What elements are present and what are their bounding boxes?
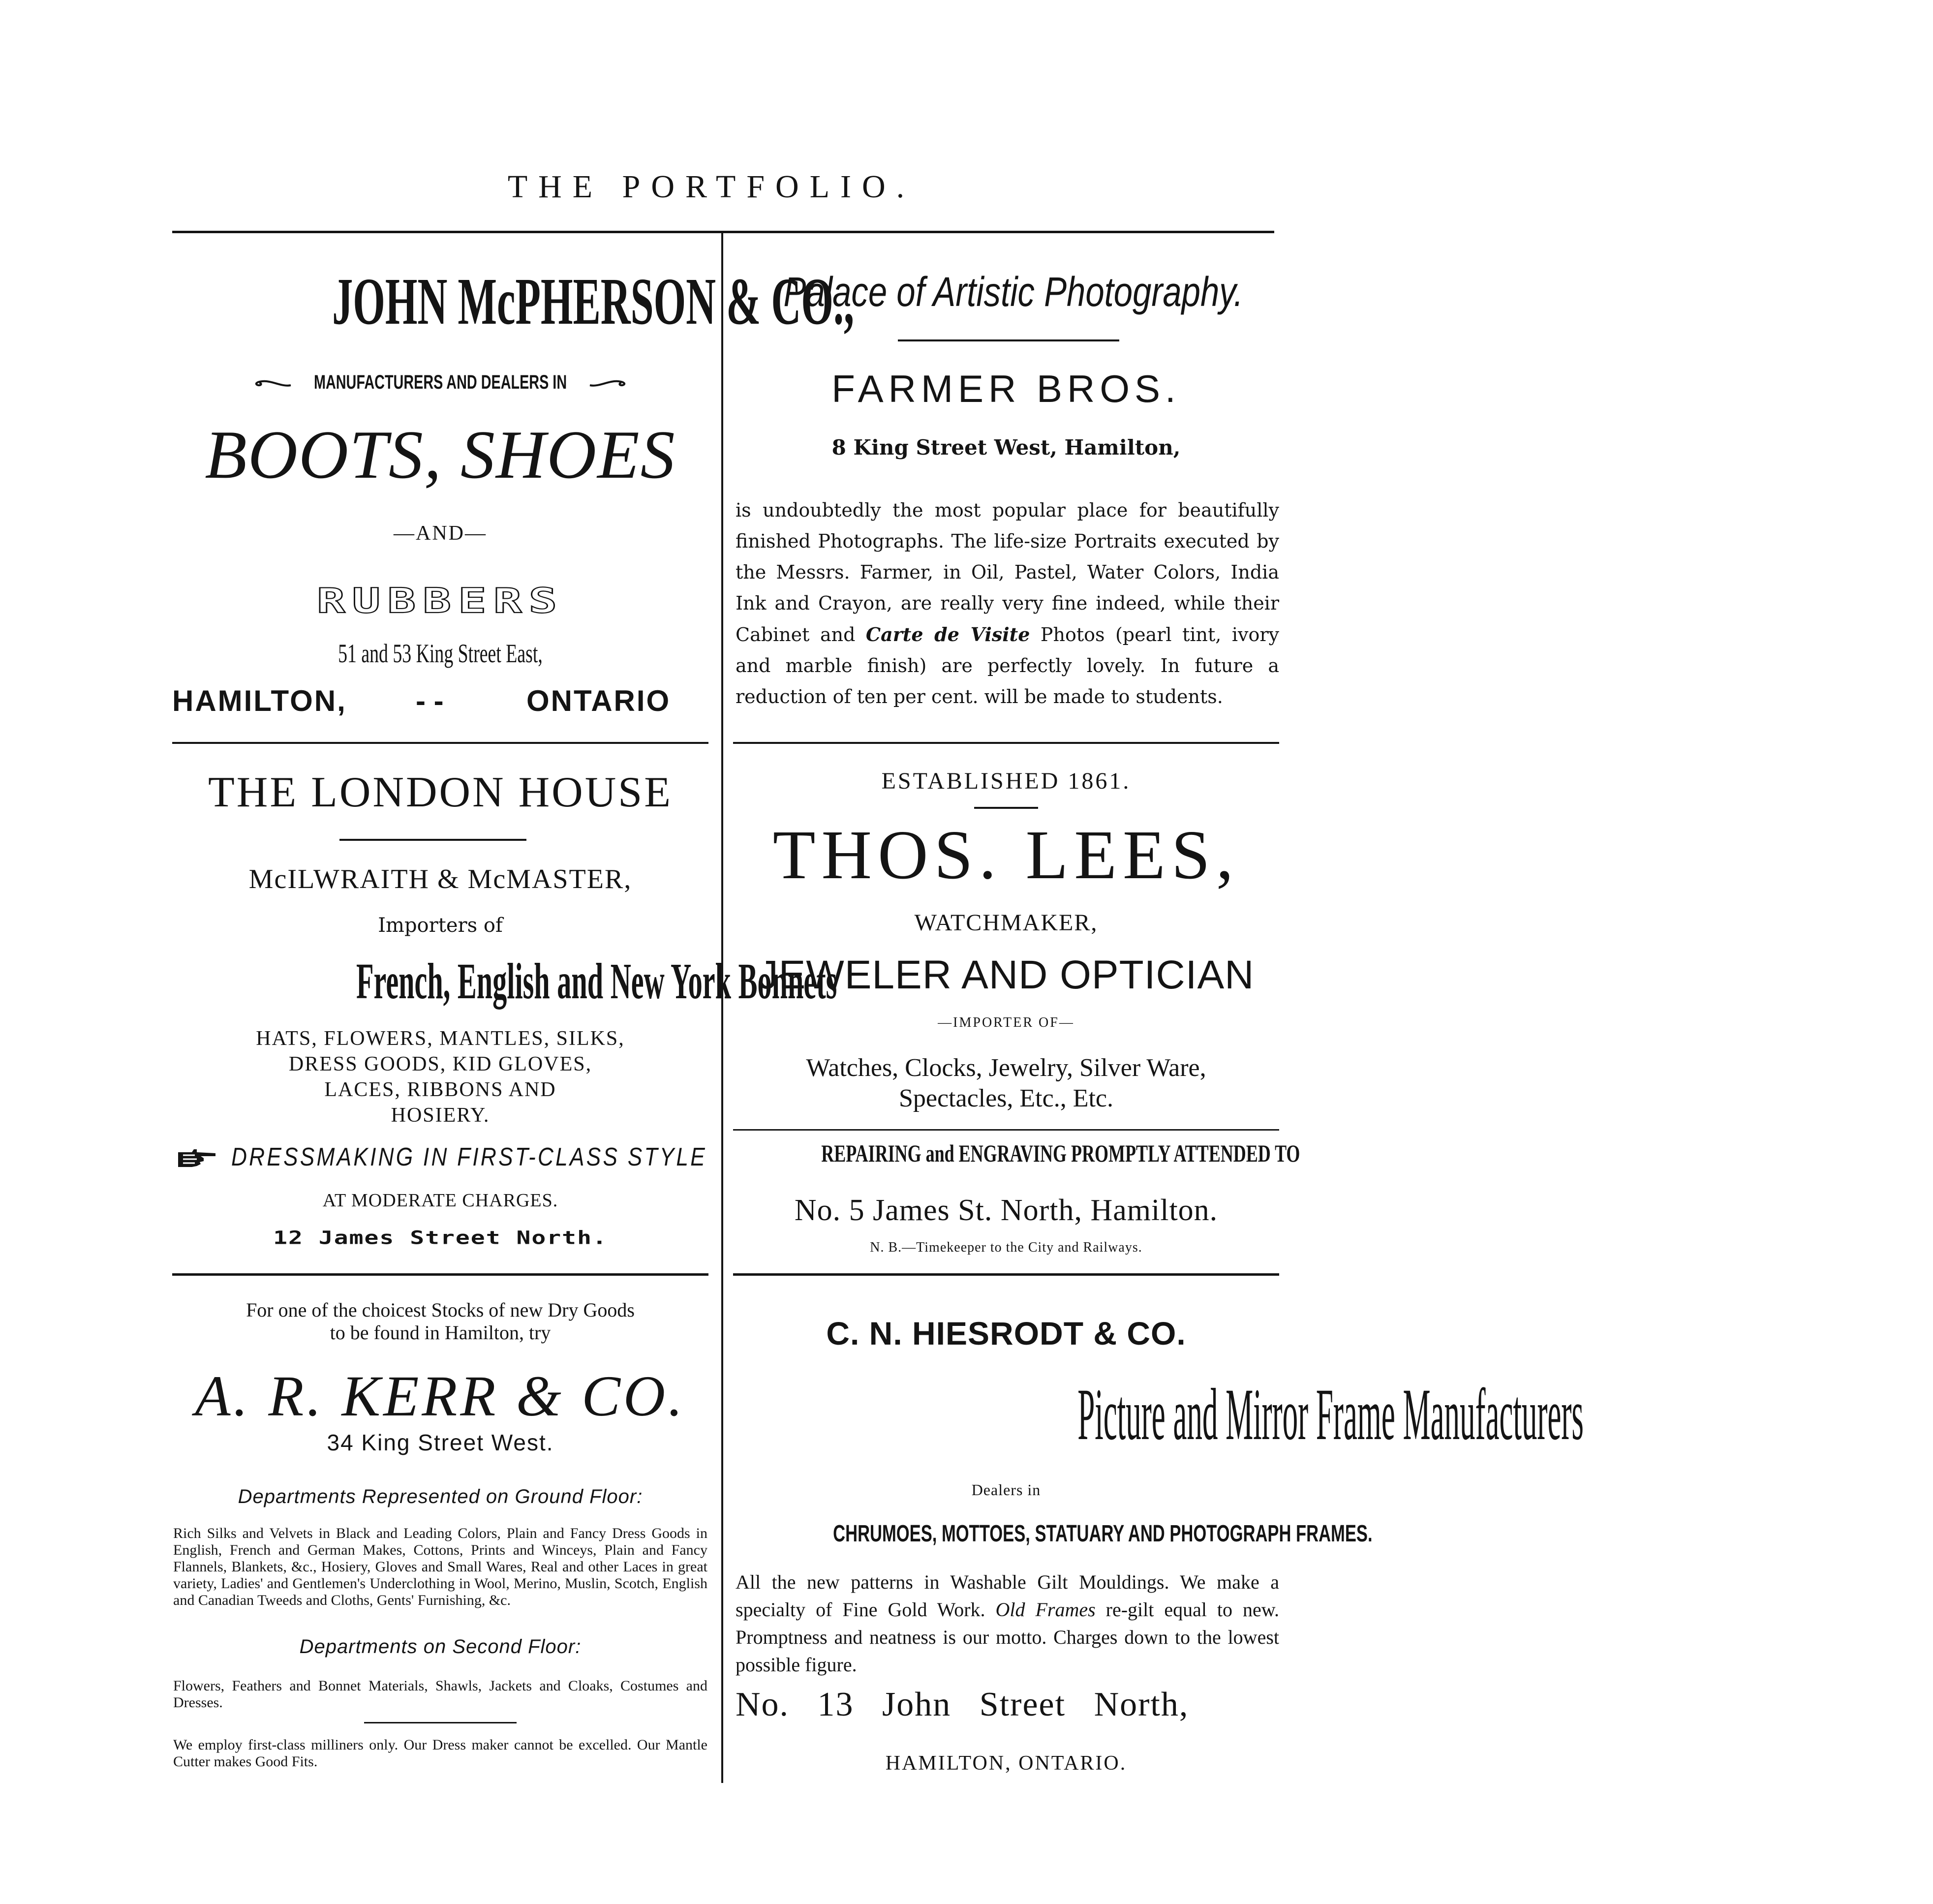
farmer-body: is undoubtedly the most popular place for beautifully finished Photographs. The life-size Portraits executed by the Messrs. Farmer, in Oil, Pastel, Water Colors, India Ink and Crayon, are really very fine indeed, while their Cabinet and Carte de Visite Photos (pearl tint, ivory and marble finish) are perfectly lovely. In future a reduction of ten per cent. will be made to students. xyxy=(736,499,1279,707)
lees-importer: —IMPORTER OF— xyxy=(938,1015,1074,1030)
lees-established: ESTABLISHED 1861. xyxy=(881,768,1131,794)
hiesrodt-address: No. 13 John Street North, xyxy=(736,1686,1189,1723)
lees-goods-1: Watches, Clocks, Jewelry, Silver Ware, xyxy=(806,1054,1206,1082)
mcpherson-product-2: RUBBERS xyxy=(316,581,564,621)
london-house-rule xyxy=(339,839,526,841)
page-title: THE PORTFOLIO. xyxy=(507,169,916,205)
mcpherson-province: ONTARIO xyxy=(526,684,671,717)
lees-trade-2: JEWELER AND OPTICIAN xyxy=(758,952,1255,997)
london-house-name: THE LONDON HOUSE xyxy=(208,768,673,816)
mcpherson-tagline: MANUFACTURERS AND DEALERS IN xyxy=(313,371,567,393)
london-house-charges: AT MODERATE CHARGES. xyxy=(322,1190,558,1211)
kerr-rule xyxy=(364,1722,517,1723)
lees-note: N. B.—Timekeeper to the City and Railways. xyxy=(870,1240,1142,1255)
swash-ornament-icon xyxy=(252,376,292,389)
row-rule-left-1 xyxy=(172,742,708,744)
kerr-address: 34 King Street West. xyxy=(327,1430,554,1455)
london-house-importers: Importers of xyxy=(378,914,503,937)
header-rule xyxy=(172,231,1274,233)
kerr-name: A. R. KERR & CO. xyxy=(195,1364,686,1428)
farmer-address: 8 King Street West, Hamilton, xyxy=(831,435,1181,460)
lees-name: THOS. LEES, xyxy=(772,816,1240,893)
farmer-headline: Palace of Artistic Photography. xyxy=(783,269,1243,315)
kerr-intro-1: For one of the choicest Stocks of new Dry Goods xyxy=(246,1299,635,1321)
lees-rule-2 xyxy=(733,1129,1279,1131)
lees-repairing: REPAIRING and ENGRAVING PROMPTLY ATTENDED TO xyxy=(821,1139,1300,1167)
lees-rule xyxy=(974,807,1038,809)
hiesrodt-products: CHRUMOES, MOTTOES, STATUARY AND PHOTOGRAPH FRAMES. xyxy=(833,1521,1373,1547)
london-house-bonnets: French, English and New York Bonnets xyxy=(356,953,837,1010)
lees-goods-2: Spectacles, Etc., Etc. xyxy=(898,1084,1114,1112)
london-house-goods-1: HATS, FLOWERS, MANTLES, SILKS, xyxy=(256,1027,625,1050)
london-house-address: 12 James Street North. xyxy=(273,1227,608,1249)
mcpherson-and: —AND— xyxy=(394,522,487,545)
mcpherson-address: 51 and 53 King Street East, xyxy=(338,639,543,668)
mcpherson-city: HAMILTON, xyxy=(172,684,347,717)
hiesrodt-name: C. N. HIESRODT & CO. xyxy=(826,1315,1186,1351)
hiesrodt-dealers: Dealers in xyxy=(971,1481,1041,1499)
hiesrodt-body: All the new patterns in Washable Gilt Mouldings. We make a specialty of Fine Gold Work. Old Frames re-gilt equal to new. Promptness and neatness is our motto. Charges down to the lowest possible figure. xyxy=(736,1571,1280,1676)
kerr-closing: We employ first-class milliners only. Our Dress maker cannot be excelled. Our Mantle Cutter makes Good Fits. xyxy=(173,1737,707,1770)
farmer-name: FARMER BROS. xyxy=(831,367,1181,410)
kerr-ground-text: Rich Silks and Velvets in Black and Leading Colors, Plain and Fancy Dress Goods in English, French and German Makes, Cottons, Prints and Winceys, Plain and Fancy Flannels, Blankets, &c., Hosiery, Gloves and Small Wares, Real and other Laces in great variety, Ladies' and Gentlemen's Underclothing in Wool, Merino, Muslin, Scotch, English and Canadian Tweeds and Cloths, Gents' Furnishing, &c. xyxy=(173,1525,707,1608)
row-rule-right-1 xyxy=(733,742,1279,744)
london-house-proprietors: McILWRAITH & McMASTER, xyxy=(248,864,632,894)
london-house-goods-2: DRESS GOODS, KID GLOVES, xyxy=(288,1053,592,1075)
pointing-hand-icon xyxy=(177,1147,216,1170)
hiesrodt-headline: Picture and Mirror Frame Manufacturers xyxy=(1077,1374,1584,1455)
mcpherson-product-1: BOOTS, SHOES xyxy=(205,417,676,493)
kerr-second-heading: Departments on Second Floor: xyxy=(299,1636,582,1658)
mcpherson-dashes: - - xyxy=(416,684,444,717)
swash-ornament-icon xyxy=(589,376,628,389)
kerr-intro-2: to be found in Hamilton, try xyxy=(330,1321,551,1344)
london-house-goods-4: HOSIERY. xyxy=(391,1104,490,1127)
row-rule-left-2 xyxy=(172,1273,708,1276)
farmer-rule-1 xyxy=(898,339,1119,341)
lees-trade: WATCHMAKER, xyxy=(914,910,1098,936)
hiesrodt-city: HAMILTON, ONTARIO. xyxy=(885,1752,1127,1775)
lees-address: No. 5 James St. North, Hamilton. xyxy=(794,1194,1218,1227)
mcpherson-tagline-row xyxy=(172,371,708,394)
row-rule-right-2 xyxy=(733,1273,1279,1276)
mcpherson-name: JOHN McPHERSON & CO., xyxy=(332,265,855,338)
kerr-second-text: Flowers, Feathers and Bonnet Materials, Shawls, Jackets and Cloaks, Costumes and Dresses. xyxy=(173,1678,707,1711)
london-house-goods-3: LACES, RIBBONS AND xyxy=(324,1078,556,1101)
kerr-ground-heading: Departments Represented on Ground Floor: xyxy=(238,1486,643,1507)
london-house-dressmaking: DRESSMAKING IN FIRST-CLASS STYLE xyxy=(231,1143,707,1171)
